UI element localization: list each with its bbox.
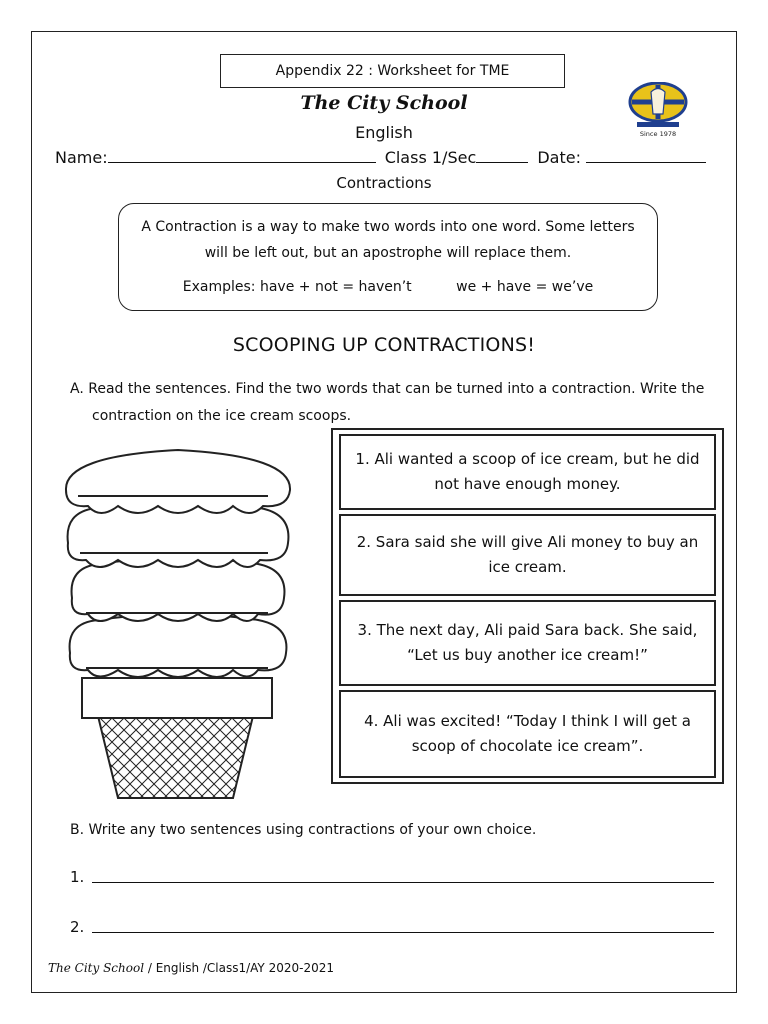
class-label: Class 1/Sec <box>384 148 477 167</box>
answer-line-1[interactable] <box>92 882 714 883</box>
part-b-text: Write any two sentences using contractions of your own choice. <box>88 822 537 838</box>
part-a-line1: Read the sentences. Find the two words that can be turned into a contraction. Write the <box>88 381 705 397</box>
footer-details: / English /Class1/AY 2020-2021 <box>144 961 334 975</box>
logo-caption: Since 1978 <box>639 130 677 138</box>
examples-row <box>119 279 657 295</box>
sentence-box-2: 2. Sara said she will give Ali money to buy an ice cream. <box>339 514 716 596</box>
part-b-label: B. <box>70 822 85 838</box>
sentence-box-3: 3. The next day, Ali paid Sara back. She said, “Let us buy another ice cream!” <box>339 600 716 686</box>
scoop-1 <box>66 450 290 513</box>
part-a-instruction <box>70 376 730 430</box>
example-2: we + have = we’ve <box>456 279 594 295</box>
sentence-box-4: 4. Ali was excited! “Today I think I will get a scoop of chocolate ice cream”. <box>339 690 716 778</box>
answer-line-1-number: 1. <box>70 868 85 886</box>
school-name: The City School <box>300 92 468 114</box>
sentences-panel <box>331 428 724 784</box>
page-footer <box>48 961 334 975</box>
cone-rim <box>82 678 272 718</box>
definition-text: A Contraction is a way to make two words into one word. Some letters will be left out, but an apostrophe will replace them. <box>141 219 635 261</box>
contraction-definition-box <box>118 203 658 311</box>
example-1: Examples: have + not = haven’t <box>182 279 412 295</box>
name-label: Name: <box>55 148 108 167</box>
subject-label: English <box>355 123 413 142</box>
class-blank[interactable] <box>476 148 528 163</box>
answer-line-row-2 <box>70 918 720 940</box>
date-blank[interactable] <box>586 148 706 163</box>
cone <box>98 716 253 798</box>
footer-school: The City School <box>48 961 145 975</box>
ice-cream-cone-illustration <box>58 448 298 800</box>
name-blank[interactable] <box>108 148 376 163</box>
main-heading: SCOOPING UP CONTRACTIONS! <box>232 334 536 356</box>
part-a-label: A. <box>70 381 84 397</box>
date-label: Date: <box>537 148 581 167</box>
answer-line-row-1 <box>70 868 720 890</box>
answer-line-2-number: 2. <box>70 918 85 936</box>
part-b-instruction <box>70 822 536 838</box>
topic-title: Contractions <box>336 174 432 192</box>
student-info-line <box>55 148 706 167</box>
answer-line-2[interactable] <box>92 932 714 933</box>
sentence-box-1: 1. Ali wanted a scoop of ice cream, but he did not have enough money. <box>339 434 716 510</box>
part-a-line2: contraction on the ice cream scoops. <box>92 408 352 424</box>
appendix-label: Appendix 22 : Worksheet for TME <box>220 54 565 88</box>
